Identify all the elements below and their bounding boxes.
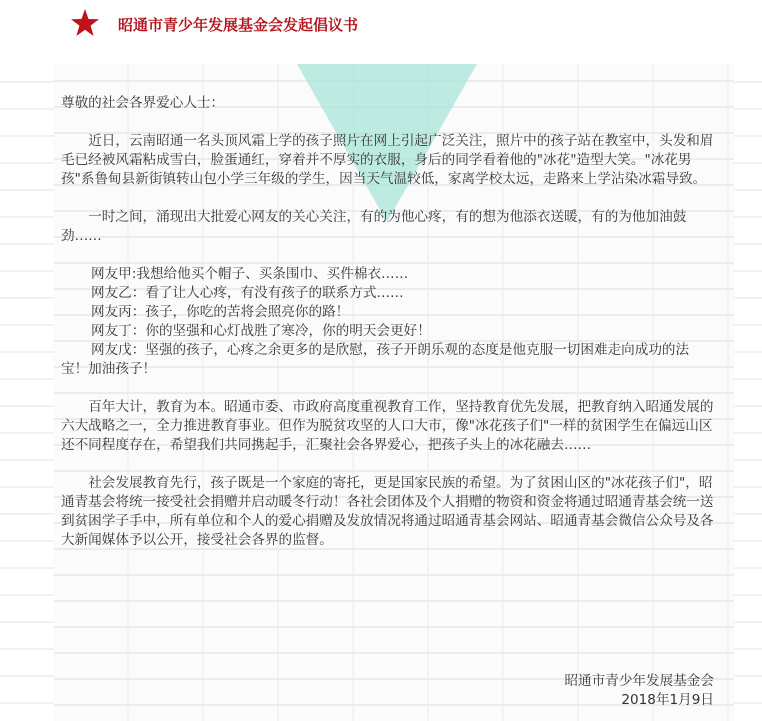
paragraph-3: 百年大计，教育为本。昭通市委、市政府高度重视教育工作，坚持教育优先发展，把教育纳入昭通发展的六大战略之一，全力推进教育事业。但作为脱贫攻坚的人口大市，像"冰花孩子们"一样的贫困学生在偏远山区还不同程度存在，希望我们共同携起手，汇聚社会各界爱心，把孩子头上的冰花融去…… — [61, 399, 714, 453]
signature-org: 昭通市青少年发展基金会 — [564, 673, 714, 689]
signature-date: 2018年1月9日 — [621, 692, 714, 708]
background-wood-right — [734, 64, 762, 721]
comment-item: 网友丙：孩子，你吃的苦将会照亮你的路！ — [91, 304, 350, 320]
netizen-comments — [61, 265, 716, 379]
letter-signature-block — [564, 672, 714, 710]
paragraph-1: 近日，云南昭通一名头顶风霜上学的孩子照片在网上引起广泛关注，照片中的孩子站在教室中，头发和眉毛已经被风霜粘成雪白，脸蛋通红，穿着并不厚实的衣服，身后的同学看着他的"冰花"造型大笑。"冰花男孩"系鲁甸县新街镇转山包小学三年级的学生，因当天气温较低，家离学校太远，走路来上学沾染冰霜导致。 — [61, 133, 714, 187]
star-icon — [70, 8, 100, 38]
background-wood-left — [0, 64, 54, 721]
letter-body — [61, 94, 716, 569]
page-title: 昭通市青少年发展基金会发起倡议书 — [118, 16, 359, 34]
letter-salutation: 尊敬的社会各界爱心人士： — [61, 95, 225, 111]
comment-item: 网友戊：坚强的孩子，心疼之余更多的是欣慰，孩子开朗乐观的态度是他克服一切困难走向成功的法宝！加油孩子！ — [61, 342, 690, 377]
comment-item: 网友甲:我想给他买个帽子、买条围巾、买件棉衣…… — [91, 266, 409, 282]
header-bar — [0, 0, 762, 46]
paragraph-2: 一时之间，涌现出大批爱心网友的关心关注，有的为他心疼，有的想为他添衣送暖，有的为他加油鼓劲…… — [61, 209, 687, 244]
comment-item: 网友丁：你的坚强和心灯战胜了寒冷，你的明天会更好！ — [91, 323, 431, 339]
paragraph-4: 社会发展教育先行，孩子既是一个家庭的寄托，更是国家民族的希望。为了贫困山区的"冰花孩子们"，昭通青基会将统一接受社会捐赠并启动暖冬行动！各社会团体及个人捐赠的物资和资金将通过昭通青基会统一送到贫困学子手中，所有单位和个人的爱心捐赠及发放情况将通过昭通青基会网站、昭通青基会微信公众号及各大新闻媒体予以公开，接受社会各界的监督。 — [61, 475, 714, 548]
comment-item: 网友乙：看了让人心疼，有没有孩子的联系方式…… — [91, 285, 404, 301]
